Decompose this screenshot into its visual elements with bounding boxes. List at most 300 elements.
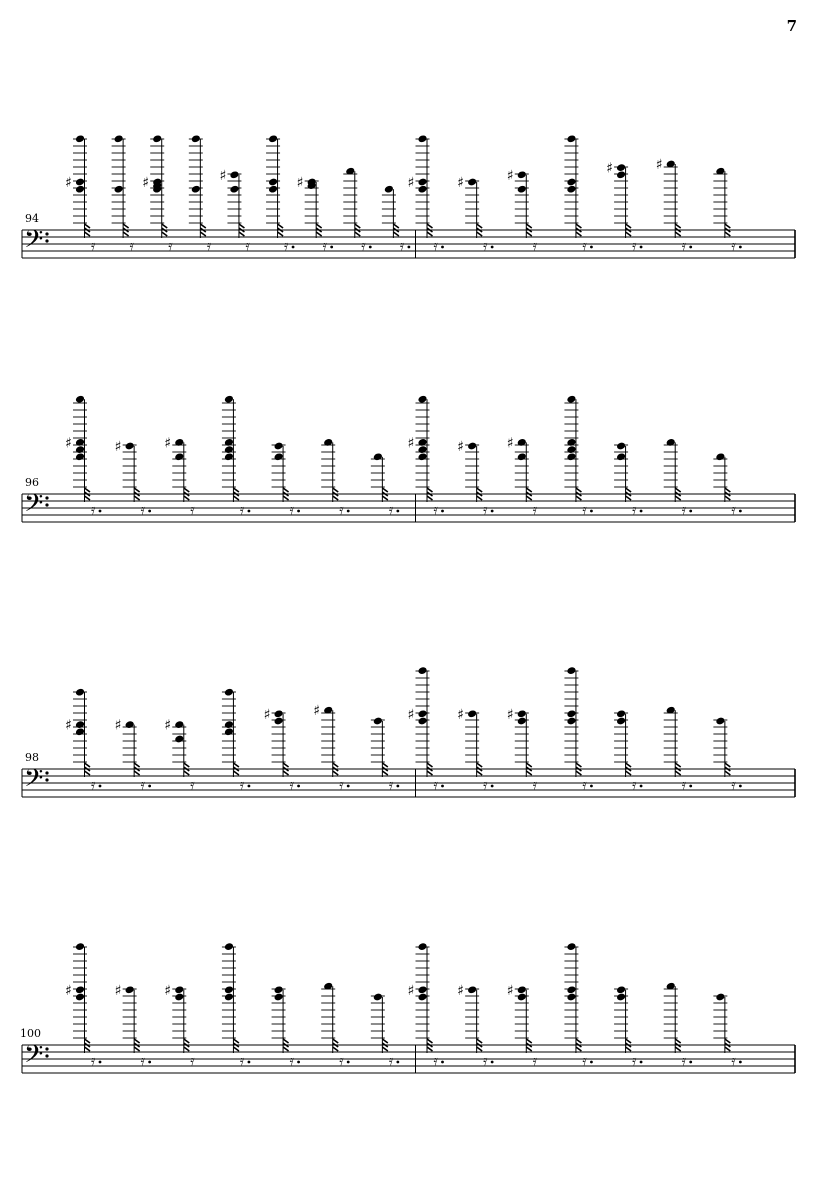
rest-dot	[99, 510, 102, 513]
rest-dot	[297, 785, 300, 788]
notehead	[566, 717, 576, 726]
sharp-accidental: ♯	[164, 717, 172, 734]
measure-number: 94	[25, 212, 39, 225]
notehead	[224, 438, 234, 447]
rest-dot	[689, 785, 692, 788]
note-flag	[576, 771, 582, 775]
sharp-accidental: ♯	[506, 982, 514, 999]
rest-dot	[148, 785, 151, 788]
sixteenth-rest-icon: 𝄿	[731, 502, 736, 518]
notehead	[274, 709, 284, 718]
bass-clef-dot	[45, 778, 48, 781]
sixteenth-rest-icon: 𝄿	[532, 238, 538, 254]
sharp-accidental: ♯	[65, 982, 72, 999]
sixteenth-rest-icon: 𝄿	[532, 1053, 538, 1069]
bass-clef-icon: 𝄢	[24, 225, 44, 260]
notehead	[566, 709, 576, 718]
note-flag	[626, 224, 632, 228]
note-flag	[675, 1039, 681, 1043]
notehead	[268, 185, 278, 194]
notehead	[566, 445, 576, 454]
note-flag	[675, 1047, 681, 1051]
notehead	[75, 688, 85, 697]
notehead	[268, 178, 278, 187]
note-flag	[576, 224, 582, 228]
notehead	[517, 993, 527, 1002]
sixteenth-rest-icon: 𝄿	[681, 502, 687, 518]
sixteenth-rest-icon: 𝄿	[239, 1053, 245, 1069]
rest-dot	[640, 510, 643, 513]
note-flag	[725, 496, 731, 500]
notehead	[224, 727, 234, 736]
notehead	[666, 438, 676, 447]
note-flag	[85, 224, 91, 228]
sixteenth-rest-icon: 𝄿	[91, 238, 96, 254]
note-flag	[427, 232, 433, 236]
notehead	[224, 452, 234, 461]
note-flag	[393, 232, 399, 236]
sixteenth-rest-icon: 𝄿	[731, 238, 736, 254]
sharp-accidental: ♯	[164, 435, 172, 452]
note-flag	[333, 1047, 339, 1051]
sixteenth-rest-icon: 𝄿	[681, 238, 687, 254]
sharp-accidental: ♯	[164, 982, 172, 999]
notehead	[75, 134, 85, 143]
note-flag	[233, 1047, 239, 1051]
note-flag	[382, 496, 388, 500]
rest-dot	[590, 1061, 593, 1064]
bass-clef-dot	[45, 1054, 48, 1057]
note-flag	[675, 496, 681, 500]
notehead	[323, 438, 333, 447]
note-flag	[725, 1039, 731, 1043]
notehead	[616, 163, 626, 172]
rest-dot	[491, 1061, 494, 1064]
rest-dot	[330, 246, 333, 249]
note-flag	[85, 488, 91, 492]
sixteenth-rest-icon: 𝄿	[433, 502, 438, 518]
rest-dot	[441, 785, 444, 788]
rest-dot	[347, 510, 350, 513]
notehead	[467, 709, 477, 718]
sharp-accidental: ♯	[313, 703, 320, 720]
sixteenth-rest-icon: 𝄿	[483, 502, 488, 518]
notehead	[616, 993, 626, 1002]
note-flag	[675, 488, 681, 492]
notehead	[174, 452, 184, 461]
sixteenth-rest-icon: 𝄿	[731, 777, 736, 793]
notehead	[114, 134, 124, 143]
sixteenth-rest-icon: 𝄿	[632, 238, 637, 254]
rest-dot	[441, 1061, 444, 1064]
note-flag	[382, 1047, 388, 1051]
note-flag	[477, 1047, 483, 1051]
sixteenth-rest-icon: 𝄿	[190, 1053, 195, 1069]
notehead	[373, 452, 383, 461]
bass-clef-dot	[45, 239, 48, 242]
sixteenth-rest-icon: 𝄿	[289, 1053, 294, 1069]
sharp-accidental: ♯	[606, 160, 613, 177]
rest-dot	[739, 510, 742, 513]
sharp-accidental: ♯	[457, 706, 464, 723]
sharp-accidental: ♯	[65, 717, 72, 734]
note-flag	[427, 771, 433, 775]
notehead	[191, 185, 201, 194]
notehead	[224, 720, 234, 729]
note-flag	[162, 232, 168, 236]
bass-clef-icon: 𝄢	[24, 489, 44, 524]
note-flag	[333, 771, 339, 775]
rest-dot	[590, 246, 593, 249]
notehead	[125, 985, 135, 994]
note-flag	[675, 771, 681, 775]
sharp-accidental: ♯	[407, 982, 415, 999]
notehead	[229, 185, 239, 194]
notehead	[566, 395, 576, 404]
rest-dot	[396, 1061, 399, 1064]
sixteenth-rest-icon: 𝄿	[433, 1053, 438, 1069]
sixteenth-rest-icon: 𝄿	[483, 238, 488, 254]
sixteenth-rest-icon: 𝄿	[532, 502, 538, 518]
sharp-accidental: ♯	[263, 706, 271, 723]
sharp-accidental: ♯	[407, 175, 415, 191]
note-flag	[675, 224, 681, 228]
note-flag	[526, 763, 532, 767]
note-flag	[526, 771, 532, 775]
note-flag	[626, 1047, 632, 1051]
note-flag	[162, 224, 168, 228]
rest-dot	[347, 1061, 350, 1064]
sixteenth-rest-icon: 𝄿	[433, 777, 438, 793]
sharp-accidental: ♯	[506, 435, 514, 452]
note-flag	[134, 488, 140, 492]
note-flag	[477, 1039, 483, 1043]
rest-dot	[292, 246, 295, 249]
sixteenth-rest-icon: 𝄿	[483, 777, 488, 793]
sharp-accidental: ♯	[65, 175, 72, 191]
rest-dot	[739, 246, 742, 249]
note-flag	[393, 224, 399, 228]
note-flag	[233, 488, 239, 492]
note-flag	[333, 496, 339, 500]
sharp-accidental: ♯	[142, 175, 150, 191]
sixteenth-rest-icon: 𝄿	[388, 1053, 394, 1069]
note-flag	[526, 224, 532, 228]
notehead	[417, 452, 427, 461]
note-flag	[134, 763, 140, 767]
rest-dot	[396, 510, 399, 513]
note-flag	[134, 1039, 140, 1043]
note-flag	[477, 496, 483, 500]
note-flag	[233, 763, 239, 767]
note-flag	[725, 1047, 731, 1051]
notehead	[616, 442, 626, 451]
note-flag	[316, 232, 322, 236]
note-flag	[725, 771, 731, 775]
notehead	[417, 993, 427, 1002]
sixteenth-rest-icon: 𝄿	[731, 1053, 736, 1069]
sixteenth-rest-icon: 𝄿	[339, 1053, 344, 1069]
notehead	[417, 985, 427, 994]
note-flag	[477, 224, 483, 228]
bass-clef-dot	[45, 496, 48, 499]
note-flag	[427, 1039, 433, 1043]
notehead	[224, 445, 234, 454]
notehead	[566, 993, 576, 1002]
sixteenth-rest-icon: 𝄿	[289, 777, 294, 793]
sharp-accidental: ♯	[407, 706, 415, 723]
note-flag	[134, 771, 140, 775]
sixteenth-rest-icon: 𝄿	[245, 238, 250, 254]
note-flag	[725, 763, 731, 767]
sixteenth-rest-icon: 𝄿	[91, 1053, 96, 1069]
sharp-accidental: ♯	[296, 175, 304, 191]
note-flag	[184, 496, 190, 500]
rest-dot	[689, 246, 692, 249]
note-flag	[85, 1047, 91, 1051]
notehead	[417, 178, 427, 187]
note-flag	[626, 763, 632, 767]
notehead	[274, 993, 284, 1002]
sixteenth-rest-icon: 𝄿	[361, 238, 366, 254]
note-flag	[239, 232, 245, 236]
rest-dot	[441, 510, 444, 513]
sixteenth-rest-icon: 𝄿	[190, 502, 195, 518]
note-flag	[477, 488, 483, 492]
rest-dot	[297, 510, 300, 513]
notehead	[75, 993, 85, 1002]
notehead	[566, 438, 576, 447]
note-flag	[477, 771, 483, 775]
note-flag	[233, 496, 239, 500]
notehead	[75, 178, 85, 187]
note-flag	[526, 1039, 532, 1043]
sharp-accidental: ♯	[114, 717, 122, 734]
notehead	[566, 134, 576, 143]
note-flag	[675, 763, 681, 767]
sixteenth-rest-icon: 𝄿	[681, 1053, 687, 1069]
note-flag	[382, 1039, 388, 1043]
sharp-accidental: ♯	[457, 439, 464, 455]
rest-dot	[739, 1061, 742, 1064]
rest-dot	[297, 1061, 300, 1064]
notehead	[152, 134, 162, 143]
note-flag	[477, 232, 483, 236]
note-flag	[333, 1039, 339, 1043]
bass-clef-dot	[45, 503, 48, 506]
notehead	[417, 438, 427, 447]
notehead	[274, 452, 284, 461]
sharp-accidental: ♯	[655, 157, 663, 173]
measure-number: 96	[25, 476, 39, 489]
notehead	[373, 993, 383, 1002]
sixteenth-rest-icon: 𝄿	[532, 777, 538, 793]
note-flag	[283, 763, 289, 767]
rest-dot	[369, 246, 372, 249]
note-flag	[576, 488, 582, 492]
bass-clef-dot	[45, 232, 48, 235]
sharp-accidental: ♯	[506, 167, 514, 184]
rest-dot	[396, 785, 399, 788]
sixteenth-rest-icon: 𝄿	[322, 238, 327, 254]
note-flag	[427, 763, 433, 767]
note-flag	[626, 496, 632, 500]
note-flag	[123, 232, 129, 236]
sixteenth-rest-icon: 𝄿	[140, 1053, 145, 1069]
sharp-accidental: ♯	[65, 435, 72, 452]
note-flag	[278, 224, 284, 228]
notehead	[467, 442, 477, 451]
note-flag	[184, 488, 190, 492]
note-flag	[526, 1047, 532, 1051]
sixteenth-rest-icon: 𝄿	[388, 502, 394, 518]
note-flag	[123, 224, 129, 228]
note-flag	[382, 763, 388, 767]
note-flag	[85, 232, 91, 236]
notehead	[715, 717, 725, 726]
sixteenth-rest-icon: 𝄿	[190, 777, 195, 793]
sixteenth-rest-icon: 𝄿	[399, 238, 405, 254]
notehead	[566, 178, 576, 187]
sixteenth-rest-icon: 𝄿	[632, 1053, 637, 1069]
rest-dot	[248, 1061, 251, 1064]
sixteenth-rest-icon: 𝄿	[206, 238, 212, 254]
notehead	[174, 438, 184, 447]
notehead	[715, 452, 725, 461]
note-flag	[278, 232, 284, 236]
sixteenth-rest-icon: 𝄿	[681, 777, 687, 793]
note-flag	[283, 771, 289, 775]
notehead	[517, 985, 527, 994]
rest-dot	[148, 510, 151, 513]
note-flag	[576, 1039, 582, 1043]
bass-clef-dot	[45, 1047, 48, 1050]
note-flag	[576, 232, 582, 236]
notehead	[75, 942, 85, 951]
note-flag	[626, 488, 632, 492]
rest-dot	[640, 246, 643, 249]
note-flag	[526, 232, 532, 236]
note-flag	[576, 1047, 582, 1051]
notehead	[75, 985, 85, 994]
notehead	[75, 185, 85, 194]
note-flag	[725, 232, 731, 236]
note-flag	[526, 496, 532, 500]
note-flag	[85, 496, 91, 500]
rest-dot	[441, 246, 444, 249]
rest-dot	[148, 1061, 151, 1064]
notehead	[125, 442, 135, 451]
rest-dot	[640, 785, 643, 788]
notehead	[566, 985, 576, 994]
note-flag	[626, 771, 632, 775]
note-flag	[184, 1047, 190, 1051]
sharp-accidental: ♯	[219, 167, 227, 184]
note-flag	[283, 496, 289, 500]
bass-clef-icon: 𝄢	[24, 764, 44, 799]
notehead	[517, 452, 527, 461]
notehead	[75, 445, 85, 454]
notehead	[224, 395, 234, 404]
sixteenth-rest-icon: 𝄿	[239, 777, 245, 793]
note-flag	[134, 496, 140, 500]
sixteenth-rest-icon: 𝄿	[582, 238, 587, 254]
notehead	[566, 666, 576, 675]
note-flag	[239, 224, 245, 228]
notehead	[566, 185, 576, 194]
note-flag	[725, 224, 731, 228]
note-flag	[233, 1039, 239, 1043]
notehead	[224, 688, 234, 697]
note-flag	[576, 763, 582, 767]
note-flag	[184, 1039, 190, 1043]
note-flag	[355, 232, 361, 236]
note-flag	[626, 232, 632, 236]
sixteenth-rest-icon: 𝄿	[582, 777, 587, 793]
sixteenth-rest-icon: 𝄿	[433, 238, 438, 254]
note-flag	[200, 224, 206, 228]
notehead	[274, 985, 284, 994]
notehead	[616, 709, 626, 718]
notehead	[417, 942, 427, 951]
notehead	[417, 134, 427, 143]
notehead	[517, 170, 527, 179]
note-flag	[526, 488, 532, 492]
rest-dot	[99, 1061, 102, 1064]
sixteenth-rest-icon: 𝄿	[91, 502, 96, 518]
sixteenth-rest-icon: 𝄿	[483, 1053, 488, 1069]
notehead	[467, 985, 477, 994]
sixteenth-rest-icon: 𝄿	[140, 502, 145, 518]
sixteenth-rest-icon: 𝄿	[632, 502, 637, 518]
note-flag	[283, 488, 289, 492]
note-flag	[184, 763, 190, 767]
notehead	[467, 178, 477, 187]
note-flag	[382, 771, 388, 775]
sixteenth-rest-icon: 𝄿	[129, 238, 134, 254]
notehead	[417, 717, 427, 726]
note-flag	[427, 224, 433, 228]
note-flag	[85, 763, 91, 767]
sharp-accidental: ♯	[114, 982, 122, 999]
notehead	[174, 735, 184, 744]
rest-dot	[689, 1061, 692, 1064]
notehead	[417, 185, 427, 194]
notehead	[417, 666, 427, 675]
rest-dot	[640, 1061, 643, 1064]
notehead	[616, 985, 626, 994]
note-flag	[200, 232, 206, 236]
notehead	[616, 170, 626, 179]
notehead	[191, 134, 201, 143]
notehead	[517, 717, 527, 726]
note-flag	[626, 1039, 632, 1043]
sixteenth-rest-icon: 𝄿	[388, 777, 394, 793]
notehead	[75, 438, 85, 447]
note-flag	[85, 771, 91, 775]
note-flag	[355, 224, 361, 228]
rest-dot	[590, 510, 593, 513]
rest-dot	[248, 785, 251, 788]
note-flag	[382, 488, 388, 492]
sixteenth-rest-icon: 𝄿	[140, 777, 145, 793]
rest-dot	[491, 246, 494, 249]
sharp-accidental: ♯	[457, 982, 464, 999]
notehead	[75, 720, 85, 729]
note-flag	[333, 488, 339, 492]
rest-dot	[590, 785, 593, 788]
notehead	[566, 452, 576, 461]
